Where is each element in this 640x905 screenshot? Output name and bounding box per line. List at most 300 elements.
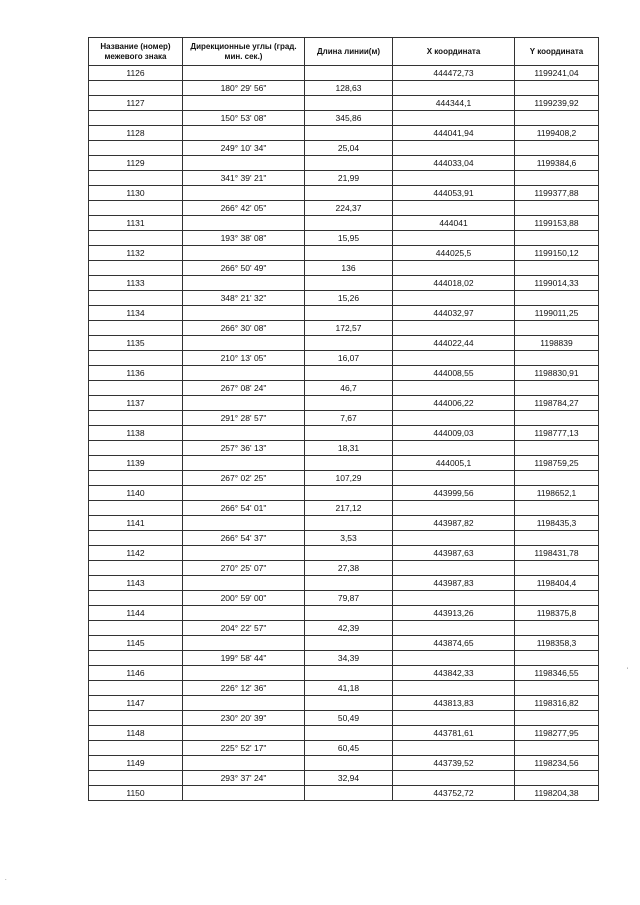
x-coordinate: 444032,97 bbox=[393, 306, 515, 321]
table-body bbox=[89, 66, 599, 801]
empty-cell bbox=[305, 276, 393, 291]
line-length: 27,38 bbox=[305, 561, 393, 576]
x-coordinate: 443781,61 bbox=[393, 726, 515, 741]
boundary-coordinates-table bbox=[88, 37, 599, 801]
direction-angle: 226° 12' 36" bbox=[183, 681, 305, 696]
empty-cell bbox=[183, 606, 305, 621]
empty-cell bbox=[89, 231, 183, 246]
segment-row bbox=[89, 141, 599, 156]
empty-cell bbox=[393, 741, 515, 756]
point-row bbox=[89, 636, 599, 651]
empty-cell bbox=[393, 471, 515, 486]
x-coordinate: 444009,03 bbox=[393, 426, 515, 441]
empty-cell bbox=[305, 606, 393, 621]
segment-row bbox=[89, 711, 599, 726]
empty-cell bbox=[305, 636, 393, 651]
empty-cell bbox=[89, 471, 183, 486]
empty-cell bbox=[89, 411, 183, 426]
point-row bbox=[89, 696, 599, 711]
y-coordinate: 1198777,13 bbox=[515, 426, 599, 441]
header-point-name: Название (номер) межевого знака bbox=[89, 38, 183, 66]
empty-cell bbox=[515, 651, 599, 666]
empty-cell bbox=[89, 141, 183, 156]
segment-row bbox=[89, 381, 599, 396]
empty-cell bbox=[89, 321, 183, 336]
empty-cell bbox=[393, 651, 515, 666]
line-length: 41,18 bbox=[305, 681, 393, 696]
point-name: 1148 bbox=[89, 726, 183, 741]
point-row bbox=[89, 546, 599, 561]
empty-cell bbox=[515, 561, 599, 576]
point-name: 1143 bbox=[89, 576, 183, 591]
point-name: 1141 bbox=[89, 516, 183, 531]
empty-cell bbox=[515, 351, 599, 366]
empty-cell bbox=[515, 381, 599, 396]
empty-cell bbox=[305, 66, 393, 81]
empty-cell bbox=[183, 546, 305, 561]
empty-cell bbox=[515, 621, 599, 636]
y-coordinate: 1198358,3 bbox=[515, 636, 599, 651]
x-coordinate: 444041 bbox=[393, 216, 515, 231]
x-coordinate: 443987,63 bbox=[393, 546, 515, 561]
empty-cell bbox=[393, 591, 515, 606]
empty-cell bbox=[515, 771, 599, 786]
point-name: 1149 bbox=[89, 756, 183, 771]
segment-row bbox=[89, 771, 599, 786]
empty-cell bbox=[515, 441, 599, 456]
empty-cell bbox=[89, 501, 183, 516]
empty-cell bbox=[89, 441, 183, 456]
line-length: 128,63 bbox=[305, 81, 393, 96]
header-direction-angle: Дирекционные углы (град. мин. сек.) bbox=[183, 38, 305, 66]
empty-cell bbox=[305, 216, 393, 231]
empty-cell bbox=[393, 351, 515, 366]
point-name: 1138 bbox=[89, 426, 183, 441]
point-name: 1134 bbox=[89, 306, 183, 321]
empty-cell bbox=[305, 306, 393, 321]
y-coordinate: 1198839 bbox=[515, 336, 599, 351]
x-coordinate: 444008,55 bbox=[393, 366, 515, 381]
x-coordinate: 444025,5 bbox=[393, 246, 515, 261]
direction-angle: 249° 10' 34" bbox=[183, 141, 305, 156]
direction-angle: 266° 42' 05" bbox=[183, 201, 305, 216]
empty-cell bbox=[305, 696, 393, 711]
segment-row bbox=[89, 501, 599, 516]
point-name: 1128 bbox=[89, 126, 183, 141]
header-x-coordinate: X координата bbox=[393, 38, 515, 66]
direction-angle: 204° 22' 57" bbox=[183, 621, 305, 636]
line-length: 60,45 bbox=[305, 741, 393, 756]
line-length: 50,49 bbox=[305, 711, 393, 726]
empty-cell bbox=[393, 261, 515, 276]
empty-cell bbox=[89, 261, 183, 276]
empty-cell bbox=[183, 336, 305, 351]
segment-row bbox=[89, 231, 599, 246]
x-coordinate: 443752,72 bbox=[393, 786, 515, 801]
empty-cell bbox=[305, 786, 393, 801]
empty-cell bbox=[89, 681, 183, 696]
y-coordinate: 1199377,88 bbox=[515, 186, 599, 201]
empty-cell bbox=[515, 231, 599, 246]
y-coordinate: 1198234,56 bbox=[515, 756, 599, 771]
x-coordinate: 444005,1 bbox=[393, 456, 515, 471]
x-coordinate: 444344,1 bbox=[393, 96, 515, 111]
empty-cell bbox=[89, 81, 183, 96]
y-coordinate: 1198435,3 bbox=[515, 516, 599, 531]
direction-angle: 348° 21' 32" bbox=[183, 291, 305, 306]
direction-angle: 293° 37' 24" bbox=[183, 771, 305, 786]
point-row bbox=[89, 216, 599, 231]
y-coordinate: 1198316,82 bbox=[515, 696, 599, 711]
y-coordinate: 1198404,4 bbox=[515, 576, 599, 591]
empty-cell bbox=[393, 621, 515, 636]
empty-cell bbox=[183, 156, 305, 171]
empty-cell bbox=[393, 201, 515, 216]
point-row bbox=[89, 66, 599, 81]
point-name: 1136 bbox=[89, 366, 183, 381]
point-name: 1133 bbox=[89, 276, 183, 291]
direction-angle: 266° 30' 08" bbox=[183, 321, 305, 336]
x-coordinate: 444006,22 bbox=[393, 396, 515, 411]
empty-cell bbox=[305, 366, 393, 381]
empty-cell bbox=[305, 186, 393, 201]
segment-row bbox=[89, 351, 599, 366]
line-length: 7,67 bbox=[305, 411, 393, 426]
x-coordinate: 443999,56 bbox=[393, 486, 515, 501]
point-row bbox=[89, 126, 599, 141]
y-coordinate: 1198759,25 bbox=[515, 456, 599, 471]
empty-cell bbox=[183, 396, 305, 411]
y-coordinate: 1199241,04 bbox=[515, 66, 599, 81]
point-row bbox=[89, 516, 599, 531]
empty-cell bbox=[89, 771, 183, 786]
empty-cell bbox=[305, 666, 393, 681]
empty-cell bbox=[183, 276, 305, 291]
point-row bbox=[89, 336, 599, 351]
point-name: 1135 bbox=[89, 336, 183, 351]
x-coordinate: 443987,82 bbox=[393, 516, 515, 531]
direction-angle: 267° 08' 24" bbox=[183, 381, 305, 396]
empty-cell bbox=[515, 81, 599, 96]
empty-cell bbox=[183, 696, 305, 711]
point-name: 1132 bbox=[89, 246, 183, 261]
empty-cell bbox=[393, 111, 515, 126]
segment-row bbox=[89, 411, 599, 426]
line-length: 172,57 bbox=[305, 321, 393, 336]
empty-cell bbox=[305, 726, 393, 741]
empty-cell bbox=[515, 411, 599, 426]
empty-cell bbox=[515, 471, 599, 486]
empty-cell bbox=[515, 261, 599, 276]
segment-row bbox=[89, 441, 599, 456]
empty-cell bbox=[393, 381, 515, 396]
x-coordinate: 444472,73 bbox=[393, 66, 515, 81]
line-length: 345,86 bbox=[305, 111, 393, 126]
line-length: 15,26 bbox=[305, 291, 393, 306]
empty-cell bbox=[183, 126, 305, 141]
direction-angle: 266° 50' 49" bbox=[183, 261, 305, 276]
empty-cell bbox=[89, 621, 183, 636]
empty-cell bbox=[393, 141, 515, 156]
segment-row bbox=[89, 621, 599, 636]
empty-cell bbox=[89, 741, 183, 756]
y-coordinate: 1199153,88 bbox=[515, 216, 599, 231]
point-name: 1131 bbox=[89, 216, 183, 231]
empty-cell bbox=[515, 291, 599, 306]
point-row bbox=[89, 486, 599, 501]
line-length: 79,87 bbox=[305, 591, 393, 606]
point-row bbox=[89, 576, 599, 591]
empty-cell bbox=[183, 486, 305, 501]
point-name: 1142 bbox=[89, 546, 183, 561]
empty-cell bbox=[393, 321, 515, 336]
empty-cell bbox=[305, 126, 393, 141]
direction-angle: 257° 36' 13" bbox=[183, 441, 305, 456]
line-length: 136 bbox=[305, 261, 393, 276]
y-coordinate: 1199014,33 bbox=[515, 276, 599, 291]
point-name: 1140 bbox=[89, 486, 183, 501]
empty-cell bbox=[393, 771, 515, 786]
empty-cell bbox=[183, 96, 305, 111]
empty-cell bbox=[89, 651, 183, 666]
x-coordinate: 443874,65 bbox=[393, 636, 515, 651]
empty-cell bbox=[183, 66, 305, 81]
x-coordinate: 444041,94 bbox=[393, 126, 515, 141]
empty-cell bbox=[183, 456, 305, 471]
empty-cell bbox=[305, 396, 393, 411]
empty-cell bbox=[183, 426, 305, 441]
empty-cell bbox=[89, 351, 183, 366]
empty-cell bbox=[305, 486, 393, 501]
segment-row bbox=[89, 81, 599, 96]
empty-cell bbox=[393, 711, 515, 726]
empty-cell bbox=[183, 786, 305, 801]
direction-angle: 200° 59' 00" bbox=[183, 591, 305, 606]
y-coordinate: 1198346,55 bbox=[515, 666, 599, 681]
empty-cell bbox=[183, 756, 305, 771]
empty-cell bbox=[89, 171, 183, 186]
line-length: 18,31 bbox=[305, 441, 393, 456]
empty-cell bbox=[515, 111, 599, 126]
empty-cell bbox=[89, 711, 183, 726]
y-coordinate: 1198431,78 bbox=[515, 546, 599, 561]
segment-row bbox=[89, 591, 599, 606]
point-row bbox=[89, 366, 599, 381]
segment-row bbox=[89, 291, 599, 306]
y-coordinate: 1198277,95 bbox=[515, 726, 599, 741]
empty-cell bbox=[305, 156, 393, 171]
empty-cell bbox=[393, 531, 515, 546]
line-length: 224,37 bbox=[305, 201, 393, 216]
empty-cell bbox=[89, 111, 183, 126]
point-name: 1147 bbox=[89, 696, 183, 711]
empty-cell bbox=[515, 591, 599, 606]
table-header-row bbox=[89, 38, 599, 66]
header-line-length: Длина линии(м) bbox=[305, 38, 393, 66]
direction-angle: 225° 52' 17" bbox=[183, 741, 305, 756]
line-length: 25,04 bbox=[305, 141, 393, 156]
point-row bbox=[89, 396, 599, 411]
direction-angle: 291° 28' 57" bbox=[183, 411, 305, 426]
point-row bbox=[89, 156, 599, 171]
x-coordinate: 443987,83 bbox=[393, 576, 515, 591]
empty-cell bbox=[515, 171, 599, 186]
empty-cell bbox=[515, 321, 599, 336]
point-name: 1127 bbox=[89, 96, 183, 111]
segment-row bbox=[89, 681, 599, 696]
point-row bbox=[89, 96, 599, 111]
line-length: 3,53 bbox=[305, 531, 393, 546]
point-row bbox=[89, 786, 599, 801]
x-coordinate: 444053,91 bbox=[393, 186, 515, 201]
line-length: 32,94 bbox=[305, 771, 393, 786]
point-row bbox=[89, 456, 599, 471]
direction-angle: 180° 29' 56" bbox=[183, 81, 305, 96]
direction-angle: 210° 13' 05" bbox=[183, 351, 305, 366]
empty-cell bbox=[183, 726, 305, 741]
empty-cell bbox=[183, 306, 305, 321]
empty-cell bbox=[89, 291, 183, 306]
line-length: 34,39 bbox=[305, 651, 393, 666]
line-length: 46,7 bbox=[305, 381, 393, 396]
scan-speck: . bbox=[5, 876, 7, 882]
point-row bbox=[89, 246, 599, 261]
direction-angle: 341° 39' 21" bbox=[183, 171, 305, 186]
point-row bbox=[89, 666, 599, 681]
scan-speck: ' bbox=[627, 668, 629, 674]
empty-cell bbox=[89, 591, 183, 606]
direction-angle: 267° 02' 25" bbox=[183, 471, 305, 486]
point-row bbox=[89, 186, 599, 201]
point-row bbox=[89, 756, 599, 771]
segment-row bbox=[89, 171, 599, 186]
segment-row bbox=[89, 111, 599, 126]
empty-cell bbox=[393, 291, 515, 306]
empty-cell bbox=[305, 576, 393, 591]
empty-cell bbox=[515, 741, 599, 756]
empty-cell bbox=[515, 531, 599, 546]
empty-cell bbox=[183, 246, 305, 261]
empty-cell bbox=[393, 231, 515, 246]
direction-angle: 266° 54' 01" bbox=[183, 501, 305, 516]
x-coordinate: 443739,52 bbox=[393, 756, 515, 771]
point-name: 1145 bbox=[89, 636, 183, 651]
point-name: 1126 bbox=[89, 66, 183, 81]
direction-angle: 230° 20' 39" bbox=[183, 711, 305, 726]
empty-cell bbox=[183, 576, 305, 591]
header-y-coordinate: Y координата bbox=[515, 38, 599, 66]
point-name: 1139 bbox=[89, 456, 183, 471]
empty-cell bbox=[89, 531, 183, 546]
empty-cell bbox=[305, 426, 393, 441]
x-coordinate: 444022,44 bbox=[393, 336, 515, 351]
empty-cell bbox=[305, 756, 393, 771]
x-coordinate: 443842,33 bbox=[393, 666, 515, 681]
segment-row bbox=[89, 741, 599, 756]
point-name: 1137 bbox=[89, 396, 183, 411]
empty-cell bbox=[183, 216, 305, 231]
point-row bbox=[89, 606, 599, 621]
line-length: 107,29 bbox=[305, 471, 393, 486]
point-name: 1129 bbox=[89, 156, 183, 171]
empty-cell bbox=[515, 201, 599, 216]
x-coordinate: 443913,26 bbox=[393, 606, 515, 621]
y-coordinate: 1198652,1 bbox=[515, 486, 599, 501]
point-row bbox=[89, 726, 599, 741]
empty-cell bbox=[183, 516, 305, 531]
segment-row bbox=[89, 201, 599, 216]
empty-cell bbox=[183, 636, 305, 651]
point-name: 1144 bbox=[89, 606, 183, 621]
y-coordinate: 1199384,6 bbox=[515, 156, 599, 171]
empty-cell bbox=[305, 516, 393, 531]
empty-cell bbox=[305, 246, 393, 261]
empty-cell bbox=[89, 561, 183, 576]
point-row bbox=[89, 426, 599, 441]
x-coordinate: 443813,83 bbox=[393, 696, 515, 711]
x-coordinate: 444033,04 bbox=[393, 156, 515, 171]
empty-cell bbox=[183, 186, 305, 201]
empty-cell bbox=[183, 666, 305, 681]
empty-cell bbox=[515, 501, 599, 516]
y-coordinate: 1198375,8 bbox=[515, 606, 599, 621]
point-name: 1146 bbox=[89, 666, 183, 681]
point-row bbox=[89, 306, 599, 321]
empty-cell bbox=[305, 546, 393, 561]
empty-cell bbox=[515, 711, 599, 726]
segment-row bbox=[89, 471, 599, 486]
y-coordinate: 1198204,38 bbox=[515, 786, 599, 801]
segment-row bbox=[89, 261, 599, 276]
line-length: 16,07 bbox=[305, 351, 393, 366]
segment-row bbox=[89, 651, 599, 666]
empty-cell bbox=[393, 561, 515, 576]
y-coordinate: 1199011,25 bbox=[515, 306, 599, 321]
direction-angle: 199° 58' 44" bbox=[183, 651, 305, 666]
empty-cell bbox=[515, 141, 599, 156]
segment-row bbox=[89, 531, 599, 546]
empty-cell bbox=[393, 81, 515, 96]
y-coordinate: 1199239,92 bbox=[515, 96, 599, 111]
empty-cell bbox=[89, 381, 183, 396]
y-coordinate: 1199150,12 bbox=[515, 246, 599, 261]
empty-cell bbox=[515, 681, 599, 696]
direction-angle: 193° 38' 08" bbox=[183, 231, 305, 246]
direction-angle: 266° 54' 37" bbox=[183, 531, 305, 546]
point-name: 1130 bbox=[89, 186, 183, 201]
line-length: 42,39 bbox=[305, 621, 393, 636]
empty-cell bbox=[393, 411, 515, 426]
y-coordinate: 1198784,27 bbox=[515, 396, 599, 411]
direction-angle: 270° 25' 07" bbox=[183, 561, 305, 576]
empty-cell bbox=[183, 366, 305, 381]
empty-cell bbox=[305, 96, 393, 111]
point-row bbox=[89, 276, 599, 291]
empty-cell bbox=[393, 171, 515, 186]
empty-cell bbox=[393, 681, 515, 696]
empty-cell bbox=[305, 456, 393, 471]
x-coordinate: 444018,02 bbox=[393, 276, 515, 291]
empty-cell bbox=[393, 501, 515, 516]
empty-cell bbox=[393, 441, 515, 456]
y-coordinate: 1199408,2 bbox=[515, 126, 599, 141]
empty-cell bbox=[305, 336, 393, 351]
segment-row bbox=[89, 321, 599, 336]
y-coordinate: 1198830,91 bbox=[515, 366, 599, 381]
segment-row bbox=[89, 561, 599, 576]
empty-cell bbox=[89, 201, 183, 216]
line-length: 15,95 bbox=[305, 231, 393, 246]
